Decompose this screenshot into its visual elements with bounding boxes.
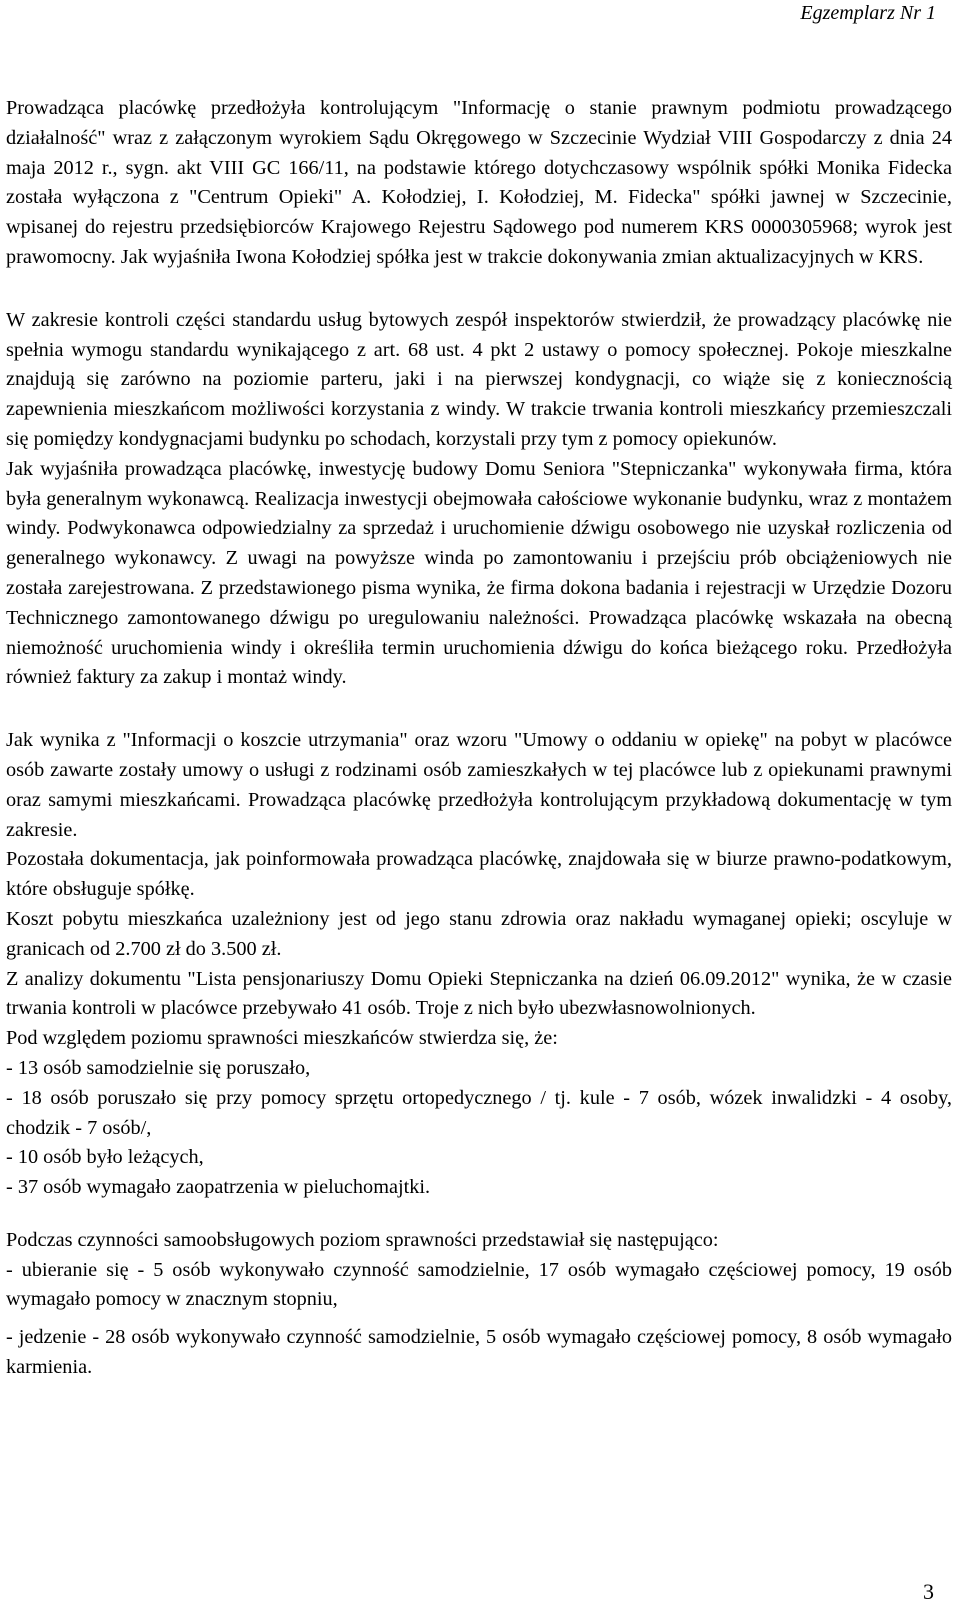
- list-item: - ubieranie się - 5 osób wykonywało czynność samodzielnie, 17 osób wymagało częściowej pomocy, 19 osób wymagało pomocy w znacznym stopniu,: [6, 1258, 952, 1311]
- paragraph-elevator-explanation: Jak wyjaśniła prowadząca placówkę, inwestycję budowy Domu Seniora "Stepniczanka" wykonywała firma, która była generalnym wykonawcą. Realizacja inwestycji obejmowała całościowe wykonanie budynku, wraz z montażem windy. Podwykonawca odpowiedzialny za sprzedaż i uruchomienie dźwigu osobowego nie uzyskał rozliczenia od generalnego wykonawcy. Z uwagi na powyższe winda po zamontowaniu i przejściu prób obciążeniowych nie została zarejestrowana. Z przedstawionego pisma wynika, że firma dokona badania i rejestracji w Urzędzie Dozoru Technicznego zamontowanego dźwigu po uregulowaniu należności. Prowadząca placówkę wskazała na obecną niemożność uruchomienia windy i określiła termin uruchomienia dźwigu do końca bieżącego roku. Przedłożyła również faktury za zakup i montaż windy.: [6, 457, 952, 689]
- document-body: [6, 94, 952, 1383]
- list-item: - 13 osób samodzielnie się poruszało,: [6, 1056, 311, 1079]
- page-number: 3: [923, 1579, 934, 1604]
- list-item: - 18 osób poruszało się przy pomocy sprzętu ortopedycznego / tj. kule - 7 osób, wózek inwalidzki - 4 osoby, chodzik - 7 osób/,: [6, 1086, 952, 1139]
- paragraph-stay-cost: Koszt pobytu mieszkańca uzależniony jest od jego stanu zdrowia oraz nakładu wymaganej opieki; oscyluje w granicach od 2.700 zł do 3.500 zł.: [6, 907, 952, 960]
- paragraph-other-documentation: Pozostała dokumentacja, jak poinformowała prowadząca placówkę, znajdowała się w biurze prawno-podatkowym, które obsługuje spółkę.: [6, 848, 952, 901]
- list-item: - 10 osób było leżących,: [6, 1146, 204, 1169]
- paragraph-service-standard: W zakresie kontroli części standardu usług bytowych zespół inspektorów stwierdził, że prowadzący placówkę nie spełnia wymogu standardu wynikającego z art. 68 ust. 4 pkt 2 ustawy o pomocy społecznej. Pokoje mieszkalne znajdują się zarówno na poziomie parteru, jaki i na pierwszej kondygnacji, co wiąże się z koniecznością zapewnienia mieszkańcom możliwości korzystania z windy. W trakcie trwania kontroli mieszkańcy przemieszczali się pomiędzy kondygnacjami budynku po schodach, korzystali przy tym z pomocy opiekunów.: [6, 308, 952, 450]
- paragraph-company-status: Prowadząca placówkę przedłożyła kontrolującym "Informację o stanie prawnym podmiotu prowadzącego działalność" wraz z załączonym wyrokiem Sądu Okręgowego w Szczecinie Wydział VIII Gospodarczy z dnia 24 maja 2012 r., sygn. akt VIII GC 166/11, na podstawie którego dotychczasowy wspólnik spółki Monika Fidecka została wyłączona z "Centrum Opieki" A. Kołodziej, I. Kołodziej, M. Fidecka" spółki jawnej w Szczecinie, wpisanej do rejestru przedsiębiorców Krajowego Rejestru Sądowego pod numerem KRS 0000305968; wyrok jest prawomocny. Jak wyjaśniła Iwona Kołodziej spółka jest w trakcie dokonywania zmian aktualizacyjnych w KRS.: [6, 97, 952, 268]
- list-item: - 37 osób wymagało zaopatrzenia w pieluchomajtki.: [6, 1176, 431, 1199]
- paragraph-self-care-intro: Podczas czynności samoobsługowych poziom sprawności przedstawiał się następująco:: [6, 1228, 719, 1251]
- list-item: - jedzenie - 28 osób wykonywało czynność samodzielnie, 5 osób wymagało częściowej pomocy, 8 osób wymagało karmienia.: [6, 1326, 952, 1379]
- paragraph-care-contracts: Jak wynika z "Informacji o koszcie utrzymania" oraz wzoru "Umowy o oddaniu w opiekę" na pobyt w placówce osób zawarte zostały umowy o usługi z rodzinami osób zamieszkałych w tej placówce lub z opiekunami prawnymi oraz samymi mieszkańcami. Prowadząca placówkę przedłożyła kontrolującym przykładową dokumentację w tym zakresie.: [6, 729, 952, 841]
- copy-number-header: Egzemplarz Nr 1: [800, 2, 936, 24]
- paragraph-fitness-intro: Pod względem poziomu sprawności mieszkańców stwierdza się, że:: [6, 1027, 558, 1050]
- paragraph-residents-list: Z analizy dokumentu "Lista pensjonariuszy Domu Opieki Stepniczanka na dzień 06.09.2012" wynika, że w czasie trwania kontroli w placówce przebywało 41 osób. Troje z nich było ubezwłasnowolnionych.: [6, 967, 952, 1020]
